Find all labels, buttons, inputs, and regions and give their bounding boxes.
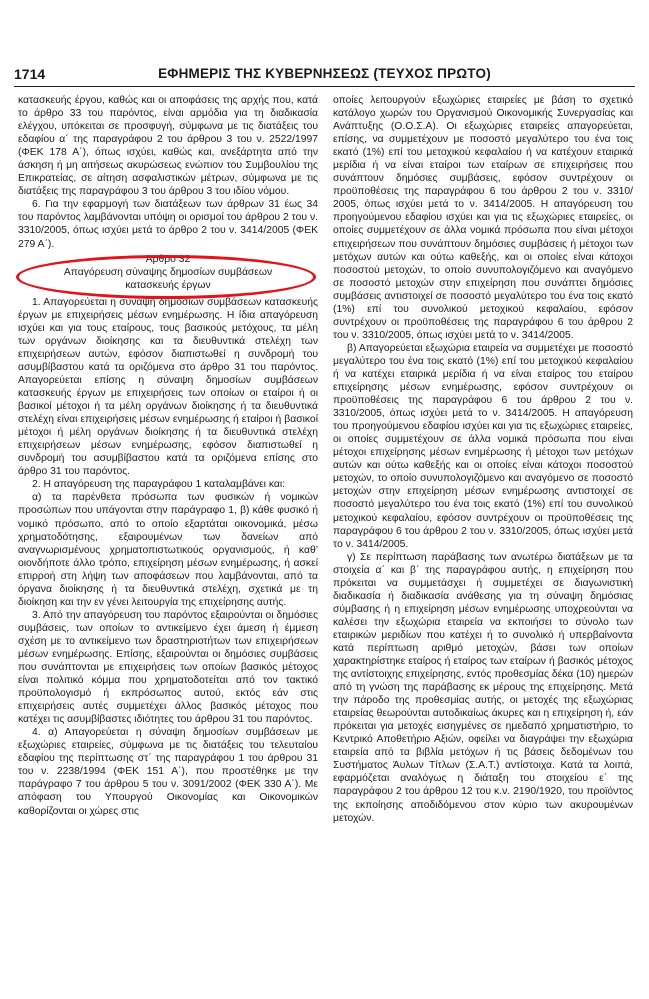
paragraph-1: 1. Απαγορεύεται η σύναψη δημοσίων συμβάσεων κατασκευής έργων με επιχειρήσεις μέσων ενημέρωσης. Η ίδια απαγόρευση ισχύει και για τους εταίρους, τους βασικούς μετόχους, τα μέλη των οργάνων διοίκησης και τα διευθυντικά στελέχη των επιχειρήσεων αυτών, εφόσον διαπιστωθεί η συνδρομή του ασυμβίβαστου κατά τα οριζόμενα στο άρθρο 31 του παρόντος. Απαγορεύεται επίσης η σύναψη δημοσίων συμβάσεων κατασκευής έργων με επιχειρήσεις των οποίων οι εταίροι ή οι βασικοί μέτοχοι ή τα μέλη οργάνων διοίκησης ή τα διευθυντικά στελέχη είναι επιχειρήσεις μέσων ενημέρωσης ή εταίροι ή βασικοί μέτοχοι ή μέλη οργάνων διοίκησης ή τα διευθυντικά στελέχη επιχειρήσεων μέσων ενημέρωσης, εφόσον διαπιστωθεί η συνδρομή του ασυμβίβαστου κατά τα οριζόμενα επίσης στο άρθρο 31 του παρόντος. <box>18 296 318 478</box>
paragraph-3: 3. Από την απαγόρευση του παρόντος εξαιρούνται οι δημόσιες συμβάσεις, των οποίων το αντικείμενο έχει άμεση ή έμμεση σχέση με το αντικείμενο των δραστηριοτήτων των επιχειρήσεων μέσων ενημέρωσης. Επίσης, εξαιρούνται οι δημόσιες συμβάσεις που συνάπτονται με επιχειρήσεις των οποίων βασικός μέτοχος είναι πολιτικό κόμμα που χρηματοδοτείται από τον τακτικό προϋπολογισμό ή εκπρόσωπος αυτού, εκτός εάν στις επιχειρήσεις αυτές συμμετέχει άλλος βασικός μέτοχος που κατέχει τις ασυμβίβαστες ιδιότητες του άρθρου 31 του παρόντος. <box>18 609 318 726</box>
red-highlight-oval <box>16 255 316 299</box>
page-number: 1714 <box>14 66 46 82</box>
journal-title: ΕΦΗΜΕΡΙΣ ΤΗΣ ΚΥΒΕΡΝΗΣΕΩΣ (ΤΕΥΧΟΣ ΠΡΩΤΟ) <box>158 66 491 81</box>
left-column <box>18 94 318 818</box>
header-rule <box>14 86 635 87</box>
paragraph-2a: α) τα παρένθετα πρόσωπα των φυσικών ή νομικών προσώπων που υπάγονται στην παράγραφο 1, β) κάθε φυσικό ή νομικό πρόσωπο, από το οποίο εξαρτάται οικονομικά, μέσω χρηματοδότησης, εξαιρουμένων των δανείων από αναγνωρισμένους χρηματοπιστωτικούς οργανισμούς, ή καθ’ οιονδήποτε άλλο τρόπο, επιχείρηση μέσων ενημέρωσης, ή ασκεί επιρροή στη λήψη των αποφάσεων που λαμβάνονται, από τα όργανα διοίκησης ή τα διευθυντικά στελέχη, σχετικά με τη διοίκηση και την εν γένει λειτουργία της επιχείρησης αυτής. <box>18 492 318 608</box>
article-title-line-2: κατασκευής έργων <box>125 279 211 291</box>
paragraph-4a: 4. α) Απαγορεύεται η σύναψη δημοσίων συμβάσεων με εξωχώριες εταιρείες, σύμφωνα με τις διατάξεις του τελευταίου εδαφίου της περίπτωσης στ΄ της παραγράφου 1 του άρθρου 31 του ν. 2238/1994 (ΦΕΚ 151 Α΄), που προστέθηκε με την παράγραφο 7 του άρθρου 5 του ν. 3091/2002 (ΦΕΚ 330 Α΄). Με απόφαση του Υπουργού Οικονομίας και Οικονομικών καθορίζονται οι χώρες στις <box>18 727 318 817</box>
article-32-heading-block <box>18 253 318 292</box>
continued-paragraph: οποίες λειτουργούν εξωχώριες εταιρείες με βάση το σχετικό κατάλογο χωρών του Οργανισμού Οικονομικής Συνεργασίας και Ανάπτυξης (Ο.Ο.Σ.Α). Οι εξωχώριες εταιρείες απαγορεύεται, επίσης, να συμμετέχουν με ποσοστό μεγαλύτερο του ένα τοις εκατό (1%) επί του μετοχικού κεφαλαίου ή να κατέχουν εταιρικά μερίδια ή να είναι εταίροι των εταίρων σε επιχειρήσεις που συνάπτουν δημόσιες συμβάσεις, εφόσον συντρέχουν οι προϋποθέσεις της παραγράφου 6 του άρθρου 2 του ν. 3310/ 2005, όπως ισχύει μετά το ν. 3414/2005. Η απαγόρευση του προηγούμενου εδαφίου ισχύει και για τις εξωχώριες εταιρείες, οι οποίες συμμετέχουν σε άλλα νομικά πρόσωπα που είναι μέτοχοι επιχειρήσεων που συνάπτουν δημόσιες συμβάσεις ή μέτοχοι των μετόχων αυτών και ούτω καθεξής, και οι οποίες είναι κάτοχοι ποσοστού μετοχών, το οποίο συνυπολογιζόμενο και αναγόμενο σε ποσοστό μετοχών στην επιχείρηση που συνάπτει δημόσιες συμβάσεις αντιστοιχεί σε ποσοστό μεγαλύτερο του ένα τοις εκατό (1%) επί του συνολικού μετοχικού κεφαλαίου, εφόσον συντρέχουν οι προϋποθέσεις της παραγράφου 6 του άρθρου 2 του ν. 3310/2005, όπως ισχύει μετά το ν. 3414/2005. <box>333 95 633 341</box>
paragraph-6: 6. Για την εφαρμογή των διατάξεων των άρθρων 31 έως 34 του παρόντος λαμβάνονται υπόψη οι ορισμοί του άρθρου 2 του ν. 3310/2005, όπως ισχύει μετά το άρθρο 2 του ν. 3414/2005 (ΦΕΚ 279 Α΄). <box>18 199 318 250</box>
article-number: Άρθρο 32 <box>145 253 191 265</box>
paragraph-b: β) Απαγορεύεται εξωχώρια εταιρεία να συμμετέχει με ποσοστό μεγαλύτερο του ένα τοις εκατό (1%) επί του μετοχικού κεφαλαίου ή να κατέχει εταιρικά μερίδια ή να είναι εταίρος του εταίρου επιχείρησης μέσων ενημέρωσης, εφόσον συντρέχουν οι προϋποθέσεις της παραγράφου 6 του άρθρου 2 του ν. 3310/2005, όπως ισχύει μετά το ν. 3414/2005. Η απαγόρευση του προηγούμενου εδαφίου ισχύει και για τις εξωχώριες εταιρείες, οι οποίες συμμετέχουν σε άλλα νομικά πρόσωπα που είναι μέτοχοι επιχείρησης μέσων ενημέρωσης ή μέτοχοι των μετόχων αυτών και ούτω καθεξής και οι οποίες είναι κάτοχοι ποσοστού μετοχών, το οποίο συνυπολογιζόμενο και αναγόμενο σε ποσοστό μετοχών στην επιχείρηση μέσων ενημέρωσης αντιστοιχεί σε ποσοστό μεγαλύτερο του ένα τοις εκατό (1%) επί του συνολικού μετοχικού κεφαλαίου, εφόσον συντρέχουν οι προϋποθέσεις της παραγράφου 6 του άρθρου 2 του ν. 3310/2005, όπως ισχύει μετά το ν. 3414/2005. <box>333 342 633 550</box>
paragraph-2: 2. Η απαγόρευση της παραγράφου 1 καταλαμβάνει και: <box>32 479 286 491</box>
paragraph-c: γ) Σε περίπτωση παράβασης των ανωτέρω διατάξεων με τα στοιχεία α΄ και β΄ της παραγράφου αυτής, η επιχείρηση που πρόκειται να συμμετάσχει ή συμμετέχει σε διαγωνιστική διαδικασία ή διαδικασία ανάθεσης για τη σύναψη δημόσιας σύμβασης ή η επιχείρηση μέσων ενημέρωσης υποχρεούνται να καλέσει την εξωχώρια εταιρεία να εκποιήσει το σύνολο των εταιρικών μεριδίων που κατέχει ή το συνολικό ή υπερβαίνοντα κατά περίπτωση αριθμό μετοχών, βάσει των οποίων χαρακτηρίστηκε εταίρος ή εταίρος των εταίρων ή βασικός μέτοχος της αντίστοιχης επιχείρησης, εντός προθεσμίας δέκα (10) ημερών από τη γνώση της παράβασης εκ μέρους της επιχείρησης. Μετά την πάροδο της προθεσμίας αυτής, οι μετοχές της εξωχώριας εταιρείας θεωρούνται αυτοδικαίως άκυρες και η επιχείρηση ή, εάν πρόκειται για μετοχές εισηγμένες σε ημεδαπό χρηματιστήριο, το Κεντρικό Αποθετήριο Αξιών, οφείλει να διαγράψει την εξωχώρια εταιρεία από τα βιβλία μετόχων ή τις βάσεις δεδομένων του Συστήματος Άυλων Τίτλων (Σ.Α.Τ.) αντίστοιχα. Κατά τα λοιπά, εφαρμόζεται αναλόγως η διάταξη του στοιχείου ε΄ της παραγράφου 2 του άρθρου 12 του κ.ν. 2190/1920, του προϊόντος της εκποίησης αποδιδόμενου στον κύριο των ακυρουμένων μετοχών. <box>333 551 633 824</box>
article-title-line-1: Απαγόρευση σύναψης δημοσίων συμβάσεων <box>63 266 273 278</box>
intro-paragraph: κατασκευής έργου, καθώς και οι αποφάσεις της αρχής που, κατά το άρθρο 33 του παρόντος, είναι αρμόδια για τη διαδικασία ελέγχου, υπόκειται σε προσφυγή, σύμφωνα με τις διατάξεις του εδαφίου α΄ της παραγράφου 2 του άρθρου 3 του ν. 2522/1997 (ΦΕΚ 178 Α΄), όπως ισχύει, καθώς και, ανεξάρτητα από την άσκηση ή μη αιτήσεως ακυρώσεως ενώπιον του Συμβουλίου της Επικρατείας, σε αίτηση ασφαλιστικών μέτρων, σύμφωνα με τις διατάξεις της παραγράφου 3 του άρθρου 3 του ιδίου νόμου. <box>18 95 318 198</box>
page-header <box>14 66 635 84</box>
right-column <box>333 94 633 825</box>
